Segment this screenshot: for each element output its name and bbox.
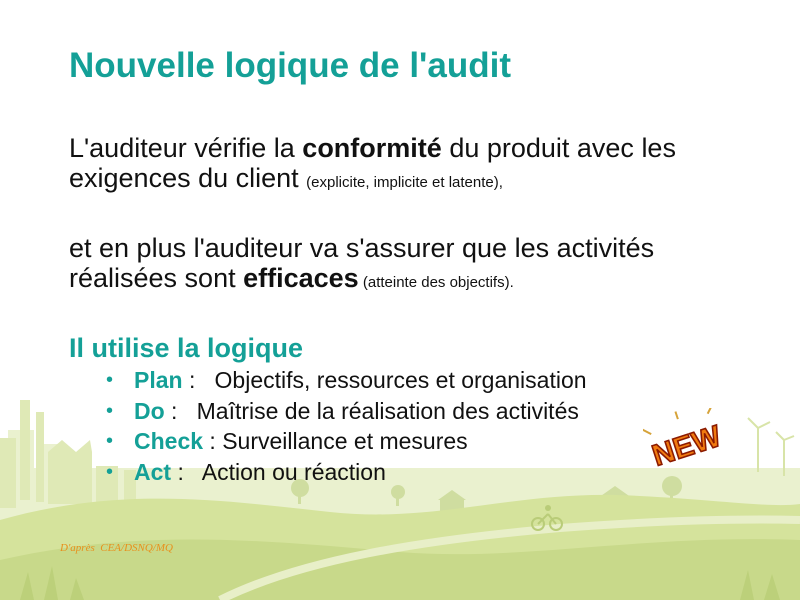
conformity-paragraph [69,133,759,198]
logic-subheading: Il utilise la logique [69,333,304,363]
new-badge-text: NEW [648,419,726,473]
new-starburst-icon [643,408,727,474]
pdca-description: Surveillance et mesures [222,428,468,454]
conformity-text-before: L'auditeur vérifie la [69,133,303,163]
pdca-separator: : [203,428,223,454]
pdca-key: Check [134,428,204,454]
source-credit: D'après CEA/DSNQ/MQ [60,542,173,554]
efficacy-paragraph [69,233,769,298]
efficacy-emphasis: efficaces [243,263,359,293]
pdca-key: Plan [134,367,183,393]
slide-title: Nouvelle logique de l'audit [69,46,511,85]
pdca-key: Act [134,458,172,485]
pdca-separator: : [182,367,215,393]
bullet-icon: • [106,399,114,422]
pdca-separator: : [171,458,202,485]
pdca-item-check [104,426,587,457]
conformity-text-after: du produit avec les exigences du client [69,133,676,193]
conformity-note: (explicite, implicite et latente), [306,174,503,191]
bullet-icon: • [106,369,114,391]
bullet-icon: • [106,430,114,452]
pdca-description: Action ou réaction [201,458,386,485]
pdca-key: Do [134,397,165,424]
pdca-description: Maîtrise de la réalisation des activités [196,397,579,424]
pdca-list [104,365,587,487]
pdca-separator: : [164,397,197,424]
pdca-description: Objectifs, ressources et organisation [214,367,587,393]
efficacy-text-before: et en plus l'auditeur va s'assurer que les activités réalisées sont [69,233,655,293]
bullet-icon: • [106,460,114,483]
efficacy-note: (atteinte des objectifs). [358,274,514,291]
pdca-item-plan [104,365,587,396]
pdca-item-do [104,396,587,427]
pdca-item-act [104,457,587,488]
conformity-emphasis: conformité [302,133,442,163]
